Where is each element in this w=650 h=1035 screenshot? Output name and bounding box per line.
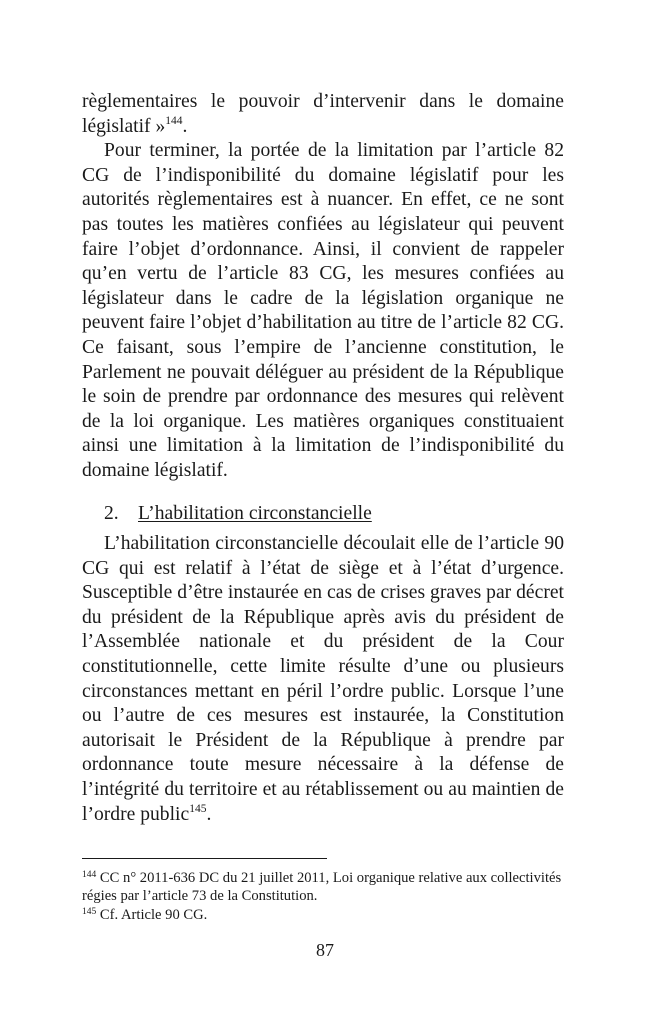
paragraph-limitation: Pour terminer, la portée de la limitation par l’article 82 CG de l’indisponibilité du domaine législatif pour les autorités règlementaires est à nuancer. En effet, ce ne sont pas toutes les matières confiées au législateur qui peuvent faire l’objet d’ordonnance. Ainsi, il convient de rappeler qu’en vertu de l’article 83 CG, les mesures confiées au législateur dans le cadre de la législation organique ne peuvent faire l’objet d’habilitation au titre de l’article 82 CG. Ce faisant, sous l’empire de l’ancienne constitution, le Parlement ne pouvait déléguer au président de la République le soin de prendre par ordonnance des mesures qui relèvent de la loi organique. Les matières organiques constituaient ainsi une limitation à la limitation de l’indisponibilité du domaine législatif. bbox=[82, 140, 564, 481]
paragraph-continuation: règlementaires le pouvoir d’intervenir dans le domaine législatif »$^{144}$. bbox=[82, 91, 564, 137]
footnote-144: $^{144}$ CC n° 2011-636 DC du 21 juillet 2011, Loi organique relative aux collectivités régies par l’article 73 de la Constitution. bbox=[82, 870, 562, 905]
footnotes bbox=[82, 869, 564, 924]
section-title: L’habilitation circonstancielle bbox=[138, 502, 372, 524]
footnote-ref-145: 145 bbox=[189, 802, 207, 815]
page-number: 87 bbox=[316, 940, 334, 960]
footnote-145: $^{145}$ Cf. Article 90 CG. bbox=[82, 906, 208, 923]
footnote-ref-144: 144 bbox=[165, 114, 183, 127]
footnote-separator bbox=[82, 858, 327, 859]
section-heading bbox=[82, 502, 564, 527]
section-number: 2. bbox=[104, 502, 119, 524]
body-text bbox=[82, 90, 564, 827]
paragraph-habilitation: L’habilitation circonstancielle découlait elle de l’article 90 CG qui est relatif à l’état de siège et à l’état d’urgence. Susceptible d’être instaurée en cas de crises graves par décret du président de la République après avis du président de l’Assemblée nationale et du président de la Cour constitutionnelle, cette limite résulte d’une ou plusieurs circonstances mettant en péril l’ordre public. Lorsque l’une ou l’autre de ces mesures est instaurée, la Constitution autorisait le Président de la République à prendre par ordonnance toute mesure nécessaire à la défense de l’intégrité du territoire et au rétablissement ou au maintien de l’ordre public$^{145}$. bbox=[82, 533, 564, 825]
